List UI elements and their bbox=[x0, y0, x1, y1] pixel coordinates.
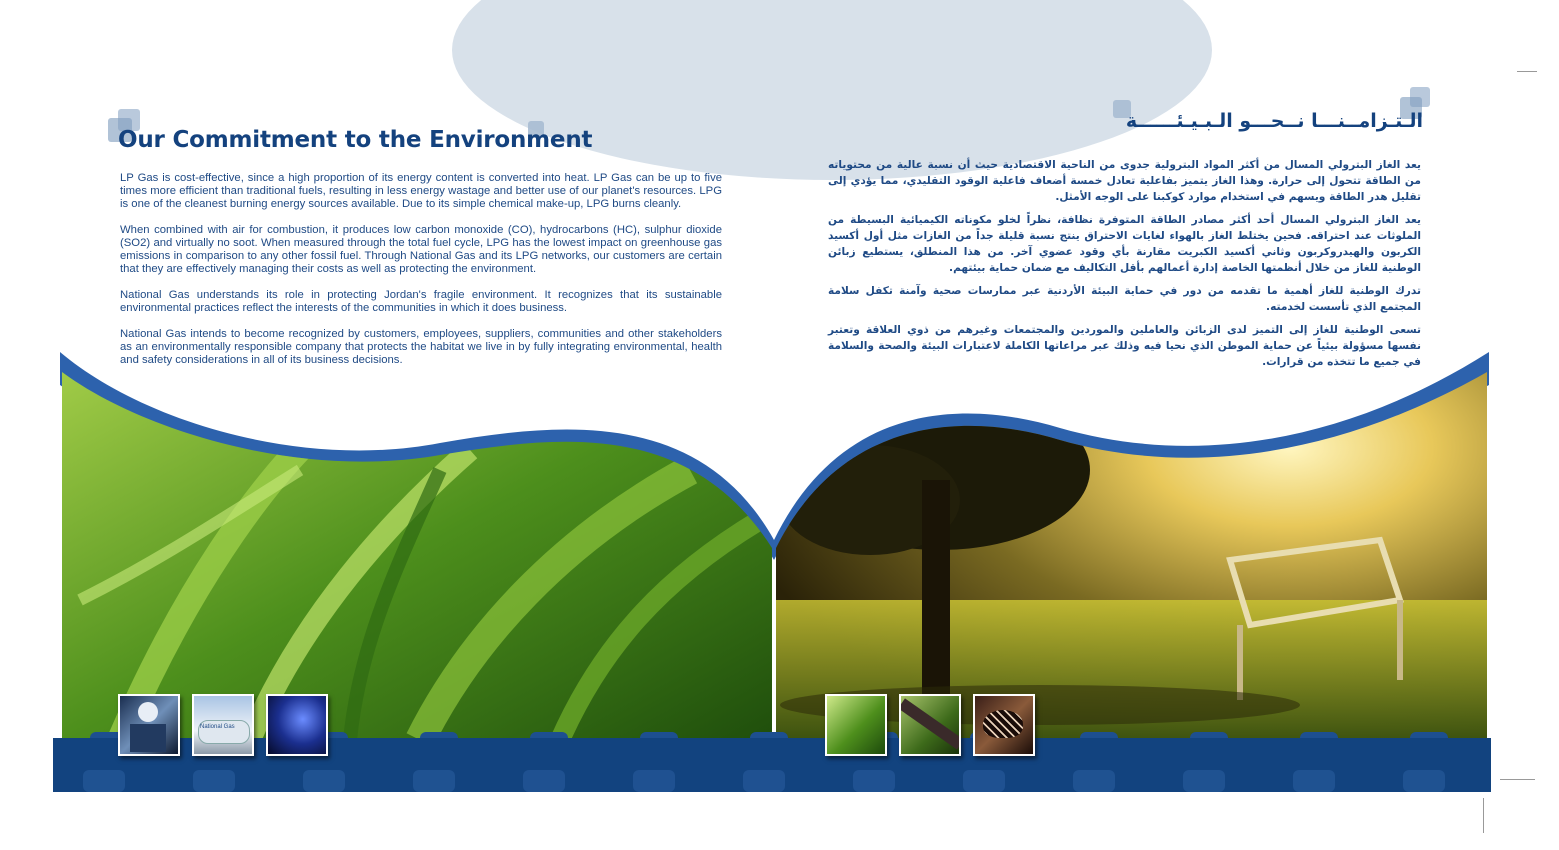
english-paragraph-2: When combined with air for combustion, it produces low carbon monoxide (CO), hydrocarbons (HC), sulphur dioxide (SO2) and virtually no soot. When measured through the total fuel cycle, LPG has the lowest impact on greenhouse gas emissions in comparison to any other fossil fuel. Through National Gas and its LPG networks, our customers are certain that they are effectively managing their costs as well as protecting the environment. bbox=[120, 224, 722, 275]
thumbnail-pipeline bbox=[899, 694, 961, 756]
thumbnail-technician bbox=[118, 694, 180, 756]
english-paragraph-1: LP Gas is cost-effective, since a high proportion of its energy content is converted into heat. LP Gas can be up to five times more efficient than traditional fuels, resulting in less energy wastage and better use of our planet's resources. LPG is one of the cleanest burning energy sources available. Due to its simple chemical make-up, LPG burns cleanly. bbox=[120, 172, 722, 210]
page-title-arabic: الـتـزامــنـــا نــحـــو الـبـيـئــــــة bbox=[1125, 110, 1423, 132]
english-paragraph-3: National Gas understands its role in protecting Jordan's fragile environment. It recognizes that its sustainable environmental practices reflect the interests of the communities in which it does business. bbox=[120, 289, 722, 314]
arabic-paragraph-4: تسعى الوطنية للغاز إلى التميز لدى الزبائن والعاملين والموردين والمجتمعات وغيرهم من ذوي العلاقة وتعتبر نفسها مسؤولة بيئياً عن حماية الموطن الذي نحيا فيه وذلك عبر مراعاتها الكاملة لاعتبارات البيئة والصحة والسلامة في جميع ما تتخذه من قرارات. bbox=[828, 324, 1421, 368]
grass-photo bbox=[60, 350, 775, 740]
body-shape bbox=[130, 724, 166, 752]
arabic-paragraph-3: تدرك الوطنية للغاز أهمية ما تقدمه من دور في حماية البيئة الأردنية عبر ممارسات صحية وآمنة تكفل سلامة المجتمع الذي تأسست لخدمته. bbox=[828, 285, 1421, 313]
thumbnail-butterfly bbox=[973, 694, 1035, 756]
thumbnail-gas-truck bbox=[192, 694, 254, 756]
page-title-english: Our Commitment to the Environment bbox=[118, 127, 593, 153]
helmet-shape bbox=[138, 702, 158, 722]
thumbnail-grass bbox=[825, 694, 887, 756]
pipe-shape bbox=[899, 698, 961, 749]
truck-logo-text: National Gas bbox=[200, 724, 235, 730]
arabic-paragraph-1: يعد الغاز البترولي المسال من أكثر المواد البترولية جدوى من الناحية الاقتصادية حيث أن نسبة عالية من محتوياته من الطاقة تتحول إلى حرارة. وهذا الغاز يتميز بفاعلية تعادل خمسة أضعاف فاعلية الوقود التقليدي، مما يؤدي إلى تقليل هدر الطاقة ويسهم في استخدام موارد كوكبنا على الوجه الأمثل. bbox=[828, 159, 1421, 203]
thumbnail-blue-flame bbox=[266, 694, 328, 756]
arabic-paragraph-2: يعد الغاز البترولي المسال أحد أكثر مصادر الطاقة المتوفرة نظافة، نظراً لخلو مكوناته الكيميائية البسيطة من الملوثات عند احتراقه. فحين يختلط الغاز بالهواء لغايات الاحتراق ينتج نسبة قليلة جداً من الغازات مثل أول أكسيد الكربون والهيدروكربون وثاني أكسيد الكبريت مقارنة بأي وقود عضوي آخر. من هذا المنطلق، يستطيع زبائن الوطنية للغاز من خلال أنظمتها الخاصة إدارة أعمالهم بأقل التكاليف مع ضمان حماية بيئتهم. bbox=[828, 214, 1421, 274]
butterfly-wing-shape bbox=[983, 710, 1023, 738]
english-paragraph-4: National Gas intends to become recognized by customers, employees, suppliers, communities and other stakeholders as an environmentally responsible company that protects the habitat we live in by fully integrating environmental, health and safety considerations in all of its business decisions. bbox=[120, 328, 722, 366]
